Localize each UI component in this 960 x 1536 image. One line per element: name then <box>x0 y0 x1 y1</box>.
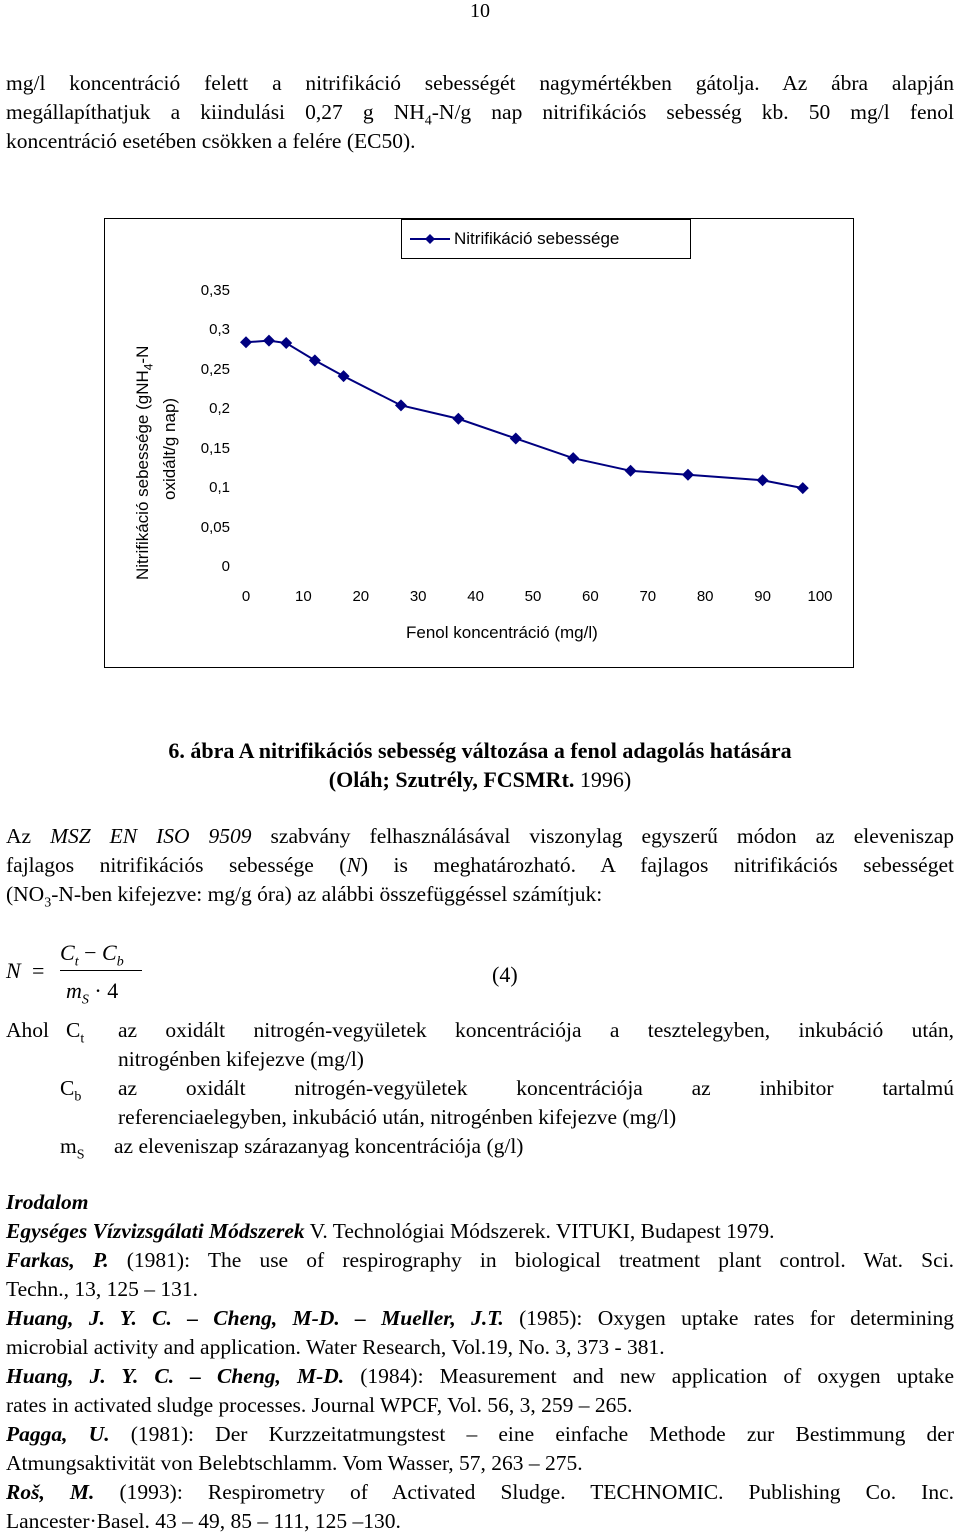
formula-denominator: $m_S \cdot 4$ <box>66 978 119 1008</box>
formula-numerator: $C_t - C_b$ <box>60 940 124 970</box>
data-point <box>280 337 292 349</box>
data-point <box>682 469 694 481</box>
reference-2-line-1: Farkas, P. (1981): The use of respirography in biological treatment plant control. Wat. Sci. <box>6 1248 955 1272</box>
references-heading: Irodalom <box>6 1190 89 1214</box>
figure-caption-line-1: 6. ábra A nitrifikációs sebesség változása a fenol adagolás hatására <box>168 738 792 763</box>
page-number: 10 <box>470 0 490 22</box>
data-point <box>338 370 350 382</box>
x-tick-label: 10 <box>295 588 312 605</box>
intro-line-1: mg/l koncentráció felett a nitrifikáció sebességét nagymértékben gátolja. Az ábra alapján <box>6 71 954 95</box>
intro-line-3: koncentráció esetében csökken a felére (EC50). <box>6 129 416 153</box>
reference-2-line-2: Techn., 13, 125 – 131. <box>6 1277 198 1301</box>
reference-6-line-1: Roš, M. (1993): Respirometry of Activated Sludge. TECHNOMIC. Publishing Co. Inc. <box>6 1480 954 1504</box>
x-tick-label: 100 <box>807 588 833 605</box>
def-ms-symbol: $m_S$ <box>60 1134 85 1163</box>
x-tick-label: 20 <box>352 588 370 605</box>
y-tick-label: 0,1 <box>209 479 230 497</box>
reference-5-line-2: Atmungsaktivität von Belebtschlamm. Vom Wasser, 57, 263 – 275. <box>6 1451 583 1475</box>
figure-caption-line-2: (Oláh; Szutrély, FCSMRt. 1996) <box>328 767 632 792</box>
data-point <box>510 432 522 444</box>
x-tick-label: 90 <box>754 588 771 605</box>
y-tick-label: 0,25 <box>200 360 230 378</box>
reference-1: Egységes Vízvizsgálati Módszerek V. Technológiai Módszerek. VITUKI, Budapest 1979. <box>6 1219 775 1243</box>
data-point <box>452 413 464 425</box>
formula-lhs: N <box>6 958 21 983</box>
def-ms-line-1: az eleveniszap szárazanyag koncentrációja (g/l) <box>114 1134 524 1158</box>
data-point <box>240 336 252 348</box>
data-point <box>757 474 769 486</box>
data-point <box>263 335 275 347</box>
x-tick-label: 80 <box>696 588 714 605</box>
reference-5-line-1: Pagga, U. (1981): Der Kurzzeitatmungstest – eine einfache Methode zur Bestimmung der <box>6 1422 954 1446</box>
x-tick-label: 70 <box>639 588 657 605</box>
y-tick-label: 0,15 <box>200 439 230 457</box>
reference-4-line-1: Huang, J. Y. C. – Cheng, M-D. (1984): Measurement and new application of oxygen uptake <box>6 1364 954 1388</box>
x-tick-label: 50 <box>524 588 542 605</box>
chart-plot-area <box>0 0 960 700</box>
legend-label: Nitrifikáció sebessége <box>454 229 620 248</box>
para2-line-3: ($NO_3-N$-ben kifejezve: mg/g óra) az alábbi összefüggéssel számítjuk: <box>6 882 603 911</box>
data-point <box>395 399 407 411</box>
data-point <box>567 452 579 464</box>
formula-number: (4) <box>492 962 518 987</box>
y-tick-label: 0 <box>221 558 230 575</box>
def-ct-symbol: $C_t$ <box>66 1018 85 1047</box>
chart-ylabel-line2: oxidált/g nap) <box>160 397 179 500</box>
reference-3-line-2: microbial activity and application. Water Research, Vol.19, No. 3, 373 - 381. <box>6 1335 665 1359</box>
data-point <box>309 354 321 366</box>
chart-ylabel-line1: Nitrifikáció sebessége (gNH$_4$-N <box>133 345 156 580</box>
intro-line-2: megállapíthatjuk a kiindulási 0,27 g $NH_4-N/g$ nap nitrifikációs sebesség kb. 50 mg/l fenol <box>6 100 954 129</box>
chart-xlabel: Fenol koncentráció (mg/l) <box>406 623 598 642</box>
formula-equals: = <box>32 958 45 983</box>
para2-line-2: fajlagos nitrifikációs sebessége (N) is meghatározható. A fajlagos nitrifikációs sebességet <box>6 853 954 877</box>
x-tick-label: 40 <box>467 588 484 605</box>
data-point <box>797 482 809 494</box>
data-point <box>625 465 637 477</box>
formula <box>0 930 600 1010</box>
def-cb-line-1: az oxidált nitrogén-vegyületek koncentrációja az inhibitor tartalmú <box>118 1076 954 1100</box>
def-cb-line-2: referenciaelegyben, inkubáció után, nitrogénben kifejezve (mg/l) <box>118 1105 677 1129</box>
y-tick-label: 0,35 <box>200 282 230 299</box>
reference-4-line-2: rates in activated sludge processes. Journal WPCF, Vol. 56, 3, 259 – 265. <box>6 1393 633 1417</box>
formula-fraction-bar <box>60 970 142 971</box>
reference-6-line-2: Lancester·Basel. 43 – 49, 85 – 111, 125 –130. <box>6 1509 401 1533</box>
series-line <box>246 341 803 488</box>
def-ct-line-1: az oxidált nitrogén-vegyületek koncentrációja a tesztelegyben, inkubáció után, <box>118 1018 954 1042</box>
y-tick-label: 0,2 <box>209 400 230 418</box>
y-tick-label: 0,05 <box>200 518 230 536</box>
para2-line-1: Az MSZ EN ISO 9509 szabvány felhasználásával viszonylag egyszerű módon az eleveniszap <box>6 824 954 848</box>
reference-3-line-1: Huang, J. Y. C. – Cheng, M-D. – Mueller, J.T. (1985): Oxygen uptake rates for determining <box>6 1306 954 1330</box>
def-cb-symbol: $C_b$ <box>60 1076 82 1105</box>
x-tick-label: 0 <box>241 588 251 605</box>
def-ahol: Ahol <box>6 1018 49 1042</box>
y-tick-label: 0,3 <box>209 321 230 339</box>
x-tick-label: 60 <box>582 588 599 605</box>
def-ct-line-2: nitrogénben kifejezve (mg/l) <box>118 1047 364 1071</box>
x-tick-label: 30 <box>409 588 427 605</box>
